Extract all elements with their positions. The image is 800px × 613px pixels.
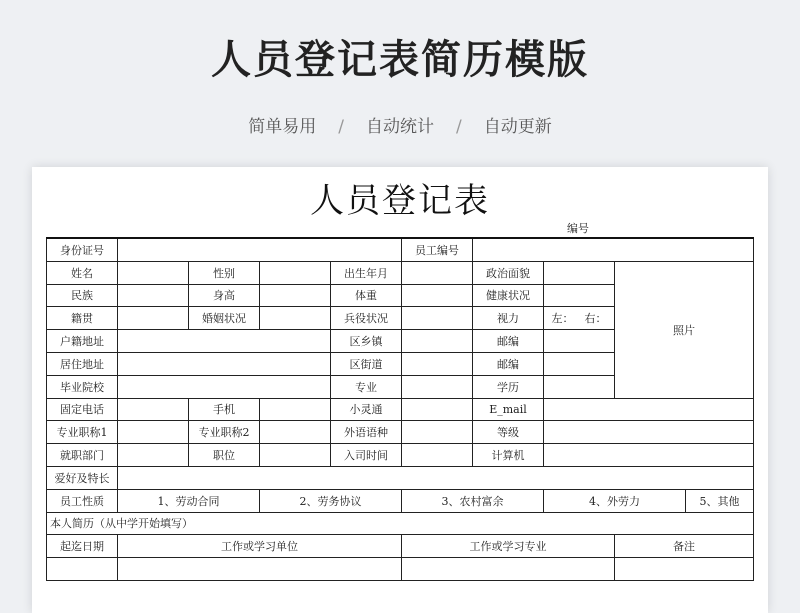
id-card-field[interactable] [118, 238, 402, 261]
computer-field[interactable] [544, 444, 754, 467]
street-field[interactable] [402, 352, 473, 375]
vision-right-label: 右： [584, 312, 607, 326]
resume-unit-field[interactable] [118, 558, 402, 581]
computer-label: 计算机 [473, 444, 544, 467]
photo-box[interactable]: 照片 [615, 261, 754, 398]
mobile-label: 手机 [189, 398, 260, 421]
marital-label: 婚姻状况 [189, 307, 260, 330]
residence-label: 居住地址 [47, 352, 118, 375]
vision-label: 视力 [473, 307, 544, 330]
postcode-label: 邮编 [473, 330, 544, 353]
weight-field[interactable] [402, 284, 473, 307]
employee-type-option[interactable]: 5、其他 [686, 489, 754, 512]
native-place-label: 籍贯 [47, 307, 118, 330]
gender-field[interactable] [260, 261, 331, 284]
military-field[interactable] [402, 307, 473, 330]
tag-separator: / [338, 117, 344, 137]
department-field[interactable] [118, 444, 189, 467]
employee-type-option[interactable]: 1、劳动合同 [118, 489, 260, 512]
marital-field[interactable] [260, 307, 331, 330]
street-label: 区街道 [331, 352, 402, 375]
employee-type-option[interactable]: 4、外劳力 [544, 489, 686, 512]
school-field[interactable] [118, 375, 331, 398]
employee-no-field[interactable] [473, 238, 754, 261]
township-label: 区乡镇 [331, 330, 402, 353]
birth-field[interactable] [402, 261, 473, 284]
phs-label: 小灵通 [331, 398, 402, 421]
level-label: 等级 [473, 421, 544, 444]
feature-tags [0, 112, 800, 137]
form-sheet [32, 167, 768, 613]
tag-easy: 简单易用 [248, 117, 317, 137]
name-label: 姓名 [47, 261, 118, 284]
political-label: 政治面貌 [473, 261, 544, 284]
political-field[interactable] [544, 261, 615, 284]
major-field[interactable] [402, 375, 473, 398]
email-field[interactable] [544, 398, 754, 421]
department-label: 就职部门 [47, 444, 118, 467]
resume-major-field[interactable] [402, 558, 615, 581]
hobbies-label: 爱好及特长 [47, 466, 118, 489]
vision-field[interactable] [544, 307, 615, 330]
hobbies-field[interactable] [118, 466, 754, 489]
resume-dates-field[interactable] [47, 558, 118, 581]
title1-label: 专业职称1 [47, 421, 118, 444]
education-label: 学历 [473, 375, 544, 398]
language-field[interactable] [402, 421, 473, 444]
title2-field[interactable] [260, 421, 331, 444]
height-label: 身高 [189, 284, 260, 307]
landline-field[interactable] [118, 398, 189, 421]
id-card-label: 身份证号 [47, 238, 118, 261]
landline-label: 固定电话 [47, 398, 118, 421]
tag-separator: / [456, 117, 462, 137]
military-label: 兵役状况 [331, 307, 402, 330]
position-field[interactable] [260, 444, 331, 467]
resume-remarks-field[interactable] [615, 558, 754, 581]
page-title: 人员登记表简历模版 [211, 37, 589, 83]
hukou-address-label: 户籍地址 [47, 330, 118, 353]
serial-number-label: 编号 [567, 222, 589, 235]
employee-type-label: 员工性质 [47, 489, 118, 512]
name-field[interactable] [118, 261, 189, 284]
resume-note: 本人简历（从中学开始填写） [47, 512, 754, 535]
entry-date-label: 入司时间 [331, 444, 402, 467]
level-field[interactable] [544, 421, 754, 444]
document-title: 人员登记表 [310, 181, 490, 221]
employee-type-option[interactable]: 2、劳务协议 [260, 489, 402, 512]
health-field[interactable] [544, 284, 615, 307]
height-field[interactable] [260, 284, 331, 307]
registration-table [46, 237, 754, 581]
entry-date-field[interactable] [402, 444, 473, 467]
residence-field[interactable] [118, 352, 331, 375]
employee-type-option[interactable]: 3、农村富余 [402, 489, 544, 512]
position-label: 职位 [189, 444, 260, 467]
township-field[interactable] [402, 330, 473, 353]
resume-header-unit: 工作或学习单位 [118, 535, 402, 558]
education-field[interactable] [544, 375, 615, 398]
health-label: 健康状况 [473, 284, 544, 307]
ethnicity-field[interactable] [118, 284, 189, 307]
tag-auto-stats: 自动统计 [366, 117, 434, 137]
school-label: 毕业院校 [47, 375, 118, 398]
tag-auto-update: 自动更新 [483, 117, 552, 137]
employee-no-label: 员工编号 [402, 238, 473, 261]
resume-header-major: 工作或学习专业 [402, 535, 615, 558]
title2-label: 专业职称2 [189, 421, 260, 444]
postcode-label: 邮编 [473, 352, 544, 375]
postcode-field[interactable] [544, 330, 615, 353]
postcode-field[interactable] [544, 352, 615, 375]
resume-header-remarks: 备注 [615, 535, 754, 558]
gender-label: 性别 [189, 261, 260, 284]
email-label: E_mail [473, 398, 544, 421]
title1-field[interactable] [118, 421, 189, 444]
ethnicity-label: 民族 [47, 284, 118, 307]
phs-field[interactable] [402, 398, 473, 421]
vision-left-label: 左： [551, 312, 574, 326]
native-place-field[interactable] [118, 307, 189, 330]
major-label: 专业 [331, 375, 402, 398]
weight-label: 体重 [331, 284, 402, 307]
language-label: 外语语种 [331, 421, 402, 444]
resume-header-dates: 起迄日期 [47, 535, 118, 558]
hukou-address-field[interactable] [118, 330, 331, 353]
birth-label: 出生年月 [331, 261, 402, 284]
mobile-field[interactable] [260, 398, 331, 421]
